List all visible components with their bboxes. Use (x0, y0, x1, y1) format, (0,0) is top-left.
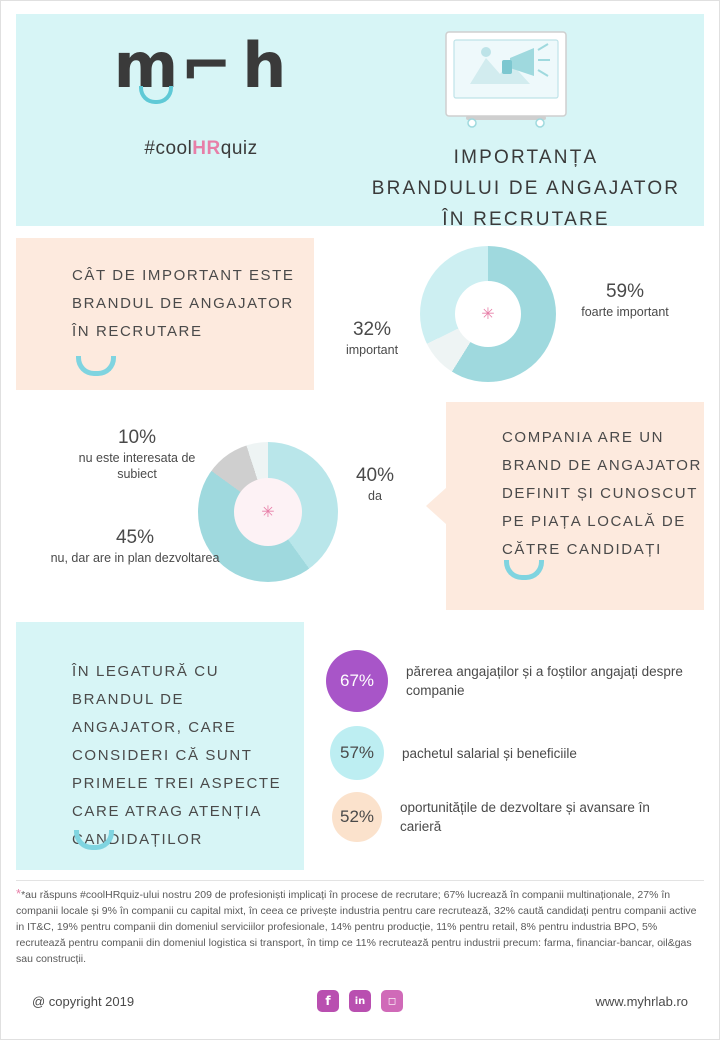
text-nu-interesata: nu este interesata de subiect (78, 451, 196, 481)
page-title (348, 142, 704, 235)
label-32-important (322, 318, 422, 358)
section-1-chart-panel (314, 238, 704, 390)
value-59: 59% (605, 281, 645, 302)
section-3-bubbles-panel (304, 622, 704, 870)
section-2-question-panel (446, 402, 704, 610)
label-10-nu-interesata (62, 426, 212, 482)
asterisk-icon: * (16, 886, 22, 901)
asterisk-icon: ✳ (481, 306, 495, 323)
title-line-3: ÎN RECRUTARE (442, 209, 610, 230)
section-top-aspects (16, 622, 704, 870)
facebook-icon[interactable] (317, 990, 339, 1012)
bubble-row (332, 792, 702, 842)
linkedin-glyph: in (354, 995, 366, 1007)
swoosh-icon (76, 356, 116, 376)
footer (16, 990, 704, 1024)
donut-center (455, 281, 521, 347)
bubble-label: oportunitățile de dezvoltare și avansare în carieră (400, 800, 650, 834)
bubble-value: 52% (339, 807, 375, 826)
label-40-da (340, 464, 410, 504)
bubble-label: părerea angajaților și a foștilor angajați despre companie (406, 664, 683, 698)
bubble-value: 57% (339, 743, 375, 762)
value-10: 10% (117, 427, 157, 448)
text-da: da (368, 489, 382, 503)
text-important: important (345, 343, 399, 357)
bubble-label: pachetul salarial și beneficiile (402, 745, 577, 761)
smile-icon (139, 86, 173, 104)
title-line-1: IMPORTANȚA (453, 147, 599, 168)
footnote (16, 886, 704, 967)
website-link[interactable]: www.myhrlab.ro (595, 994, 688, 1009)
hashtag-hr: HR (192, 138, 221, 159)
donut-chart-importance (420, 246, 556, 382)
swoosh-icon (504, 560, 544, 580)
hashtag-pre: #cool (144, 138, 193, 159)
section-2-question: COMPANIA ARE UN BRAND DE ANGAJATOR DEFINIT ȘI CUNOSCUT PE PIAȚA LOCALĂ DE CĂTRE CANDIDAȚI (502, 429, 702, 558)
value-45: 45% (115, 527, 155, 548)
facebook-glyph: f (325, 994, 331, 1008)
label-59-foarte-important (560, 280, 690, 320)
instagram-icon[interactable] (381, 990, 403, 1012)
section-1-question: CÂT DE IMPORTANT ESTE BRANDUL DE ANGAJATOR ÎN RECRUTARE (72, 267, 295, 340)
section-importance (16, 238, 704, 390)
logo-block (76, 29, 326, 160)
section-1-question-panel (16, 238, 314, 390)
title-line-2: BRANDULUI DE ANGAJATOR (371, 178, 681, 199)
bubble-value: 67% (339, 671, 375, 690)
asterisk-icon: ✳ (261, 504, 275, 521)
donut-center (234, 478, 302, 546)
section-brand-defined (16, 402, 704, 610)
hashtag-post: quiz (220, 138, 258, 159)
logo-mark: m⌐h (113, 29, 289, 102)
linkedin-icon[interactable] (349, 990, 371, 1012)
footnote-text: *au răspuns #coolHRquiz-ului nostru 209 de profesioniști implicați în procese de recrutare; 67% lucrează în companii multinaționale, 27% în companii locale și 9% în companii cu capital mixt, în ceea ce privește industria pentru care recrutează, 32% caută candidați pentru companii active in IT&C, 19% pentru companii din domeniul serviciilor profesionale, 14% pentru producție, 11% pentru retail, 8% pentru industria BPO, 5% recrutează pentru companii din domeniul logistica si transport, în timp ce 11% recrutează pentru industrii precum: farma, financiar-bancar, oil&gas sau construcții. (16, 889, 697, 965)
bubble-67 (326, 650, 388, 712)
arrow-left-icon (426, 488, 446, 524)
copyright-text: @ copyright 2019 (32, 994, 135, 1009)
computer-megaphone-icon (426, 28, 586, 128)
bubble-row (326, 650, 696, 712)
value-40: 40% (355, 465, 395, 486)
instagram-glyph: ◻ (387, 995, 397, 1007)
hashtag (76, 138, 326, 160)
header-section (16, 14, 704, 230)
value-32: 32% (352, 319, 392, 340)
section-2-chart-panel (16, 402, 446, 610)
bubble-57 (330, 726, 384, 780)
text-nu-dar-plan: nu, dar are in plan dezvoltarea (50, 551, 220, 565)
section-3-question: ÎN LEGATURĂ CU BRANDUL DE ANGAJATOR, CARE CONSIDERI CĂ SUNT PRIMELE TREI ASPECTE CARE ATRAG ATENȚIA CANDIDAȚILOR (72, 663, 282, 848)
section-3-question-panel (16, 622, 304, 870)
bubble-row (330, 726, 700, 780)
social-links[interactable] (317, 990, 403, 1012)
text-foarte-important: foarte important (581, 305, 669, 319)
bubble-52 (332, 792, 382, 842)
footer-divider (16, 880, 704, 881)
label-45-nu-dar-plan (50, 526, 220, 566)
